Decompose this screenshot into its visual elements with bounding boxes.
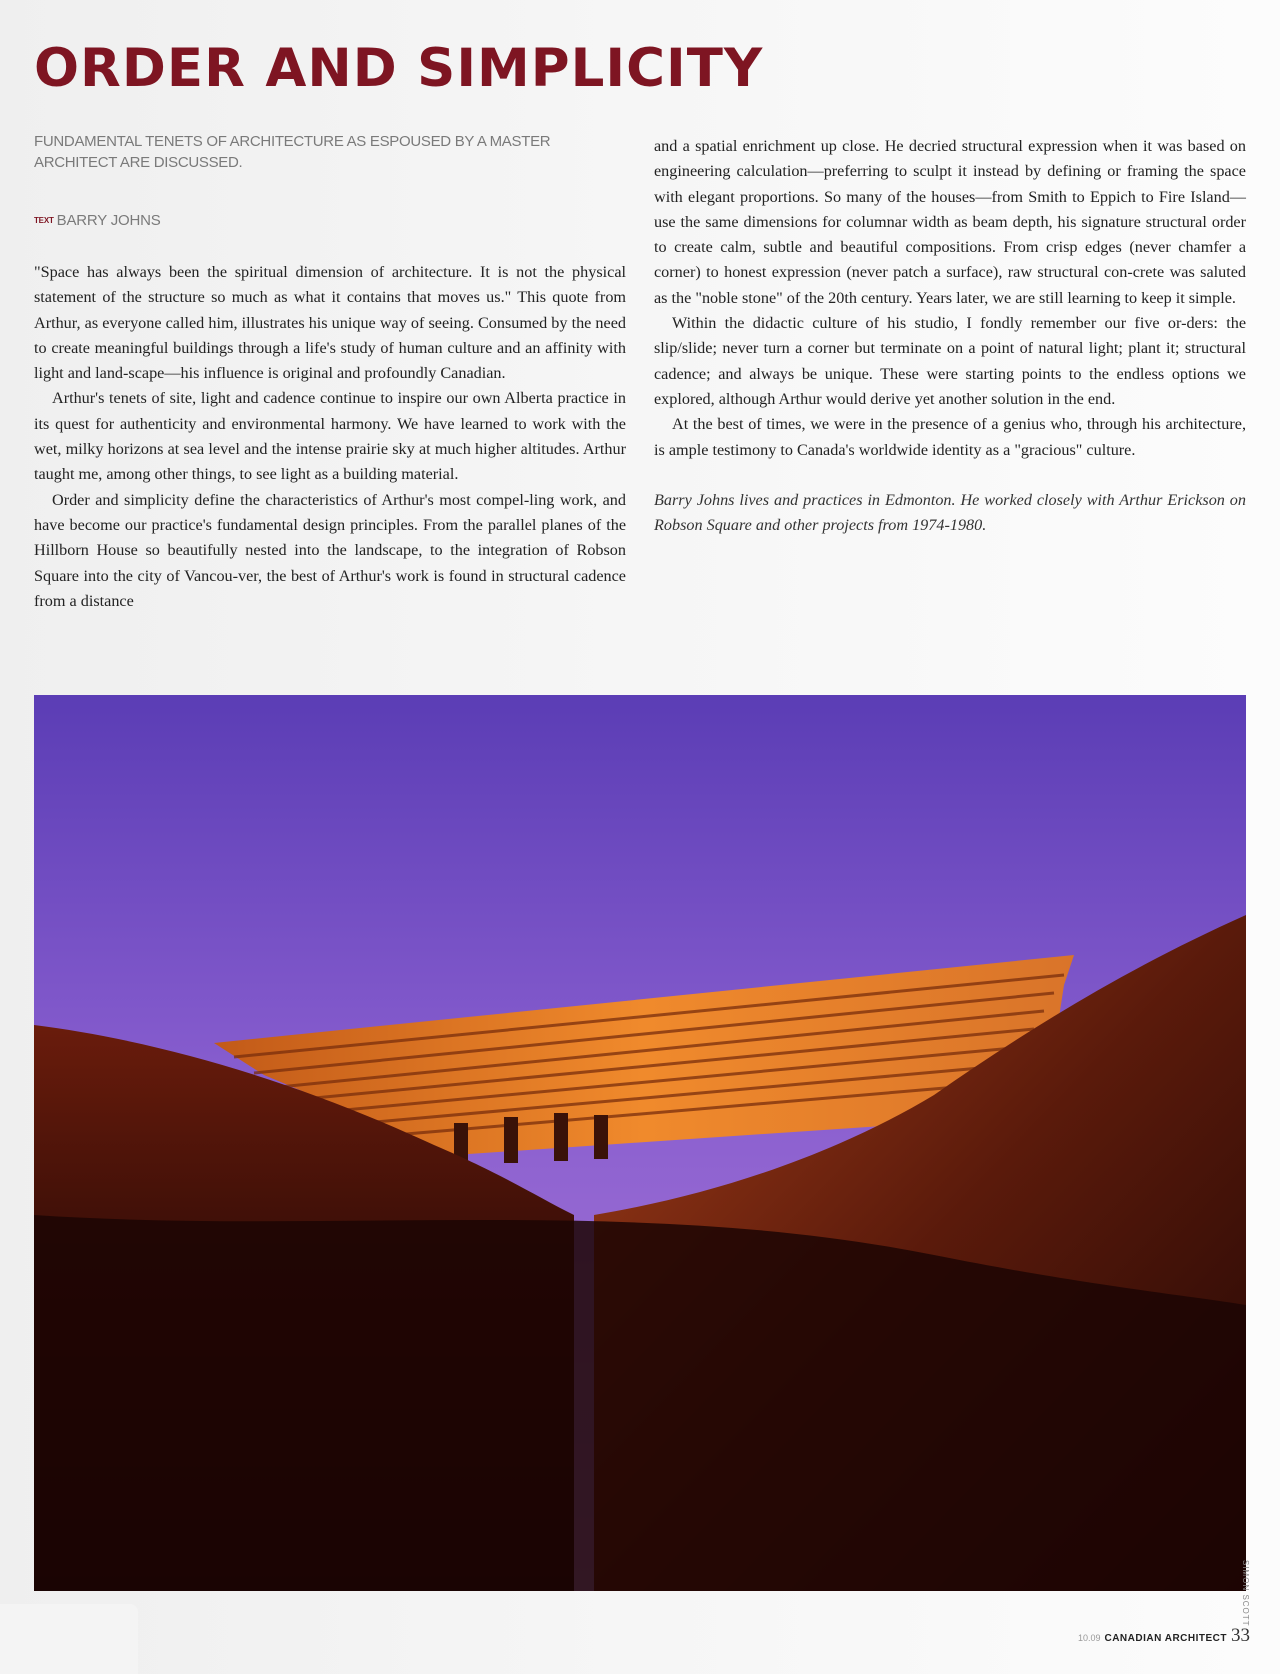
body-paragraph: "Space has always been the spiritual dimension of architecture. It is not the physical statement of the structure so much as what it contains that moves us." This quote from Arthur, as everyone called him, illustrates his unique way of seeing. Consumed by the need to create meaningful buildings through a life's study of human culture and an affinity with light and land-scape—his influence is original and profoundly Canadian. [34, 263, 626, 383]
page-corner [0, 1604, 138, 1674]
body-paragraph: Arthur's tenets of site, light and cadence continue to inspire our own Alberta practice in its quest for authenticity and environmental harmony. We have learned to work with the wet, milky horizons at sea level and the intense prairie sky at much higher altitudes. Arthur taught me, among other things, to see light as a building material. [34, 389, 626, 484]
article-column-left [34, 260, 626, 614]
article-title: ORDER AND SIMPLICITY [34, 38, 764, 99]
page-footer [1078, 1625, 1250, 1647]
body-paragraph: Order and simplicity define the characteristics of Arthur's most compel-ling work, and have become our practice's fundamental design principles. From the parallel planes of the Hillborn House so beautifully nested into the landscape, to the integration of Robson Square into the city of Vancou-ver, the best of Arthur's work is found in structural cadence from a distance [34, 490, 626, 610]
building-photo-illustration [34, 695, 1246, 1591]
building-photo [34, 695, 1246, 1591]
body-paragraph: and a spatial enrichment up close. He decried structural expression when it was based on engineering calculation—preferring to sculpt it instead by defining or framing the space with elegant proportions. So many of the houses—from Smith to Eppich to Fire Island—use the same dimensions for columnar width as beam depth, his signature structural order to create calm, subtle and beautiful compositions. From crisp edges (never chamfer a corner) to honest expression (never patch a surface), raw structural con-crete was saluted as the "noble stone" of the 20th century. Years later, we are still learning to keep it simple. [654, 137, 1246, 307]
byline-label: TEXT [34, 216, 54, 225]
photo-credit: SIMON SCOTT [1241, 1560, 1250, 1627]
body-paragraph: At the best of times, we were in the presence of a genius who, through his architecture, is ample testimony to Canada's worldwide identity as a "gracious" culture. [654, 415, 1246, 459]
magazine-name: CANADIAN ARCHITECT [1104, 1633, 1227, 1644]
issue-date: 10.09 [1077, 1633, 1101, 1643]
page-number: 33 [1231, 1625, 1250, 1646]
article-column-right [654, 134, 1246, 538]
byline [34, 212, 161, 229]
author-bio: Barry Johns lives and practices in Edmonton. He worked closely with Arthur Erickson on Robson Square and other projects from 1974-1980. [654, 490, 1246, 535]
article-deck: FUNDAMENTAL TENETS OF ARCHITECTURE AS ESPOUSED BY A MASTER ARCHITECT ARE DISCUSSED. [34, 133, 551, 171]
body-paragraph: Within the didactic culture of his studio, I fondly remember our five or-ders: the slip/slide; never turn a corner but terminate on a point of natural light; plant it; structural cadence; and always be unique. These were starting points to the endless options we explored, although Arthur would derive yet another solution in the end. [654, 314, 1246, 408]
author-name: BARRY JOHNS [56, 212, 161, 229]
